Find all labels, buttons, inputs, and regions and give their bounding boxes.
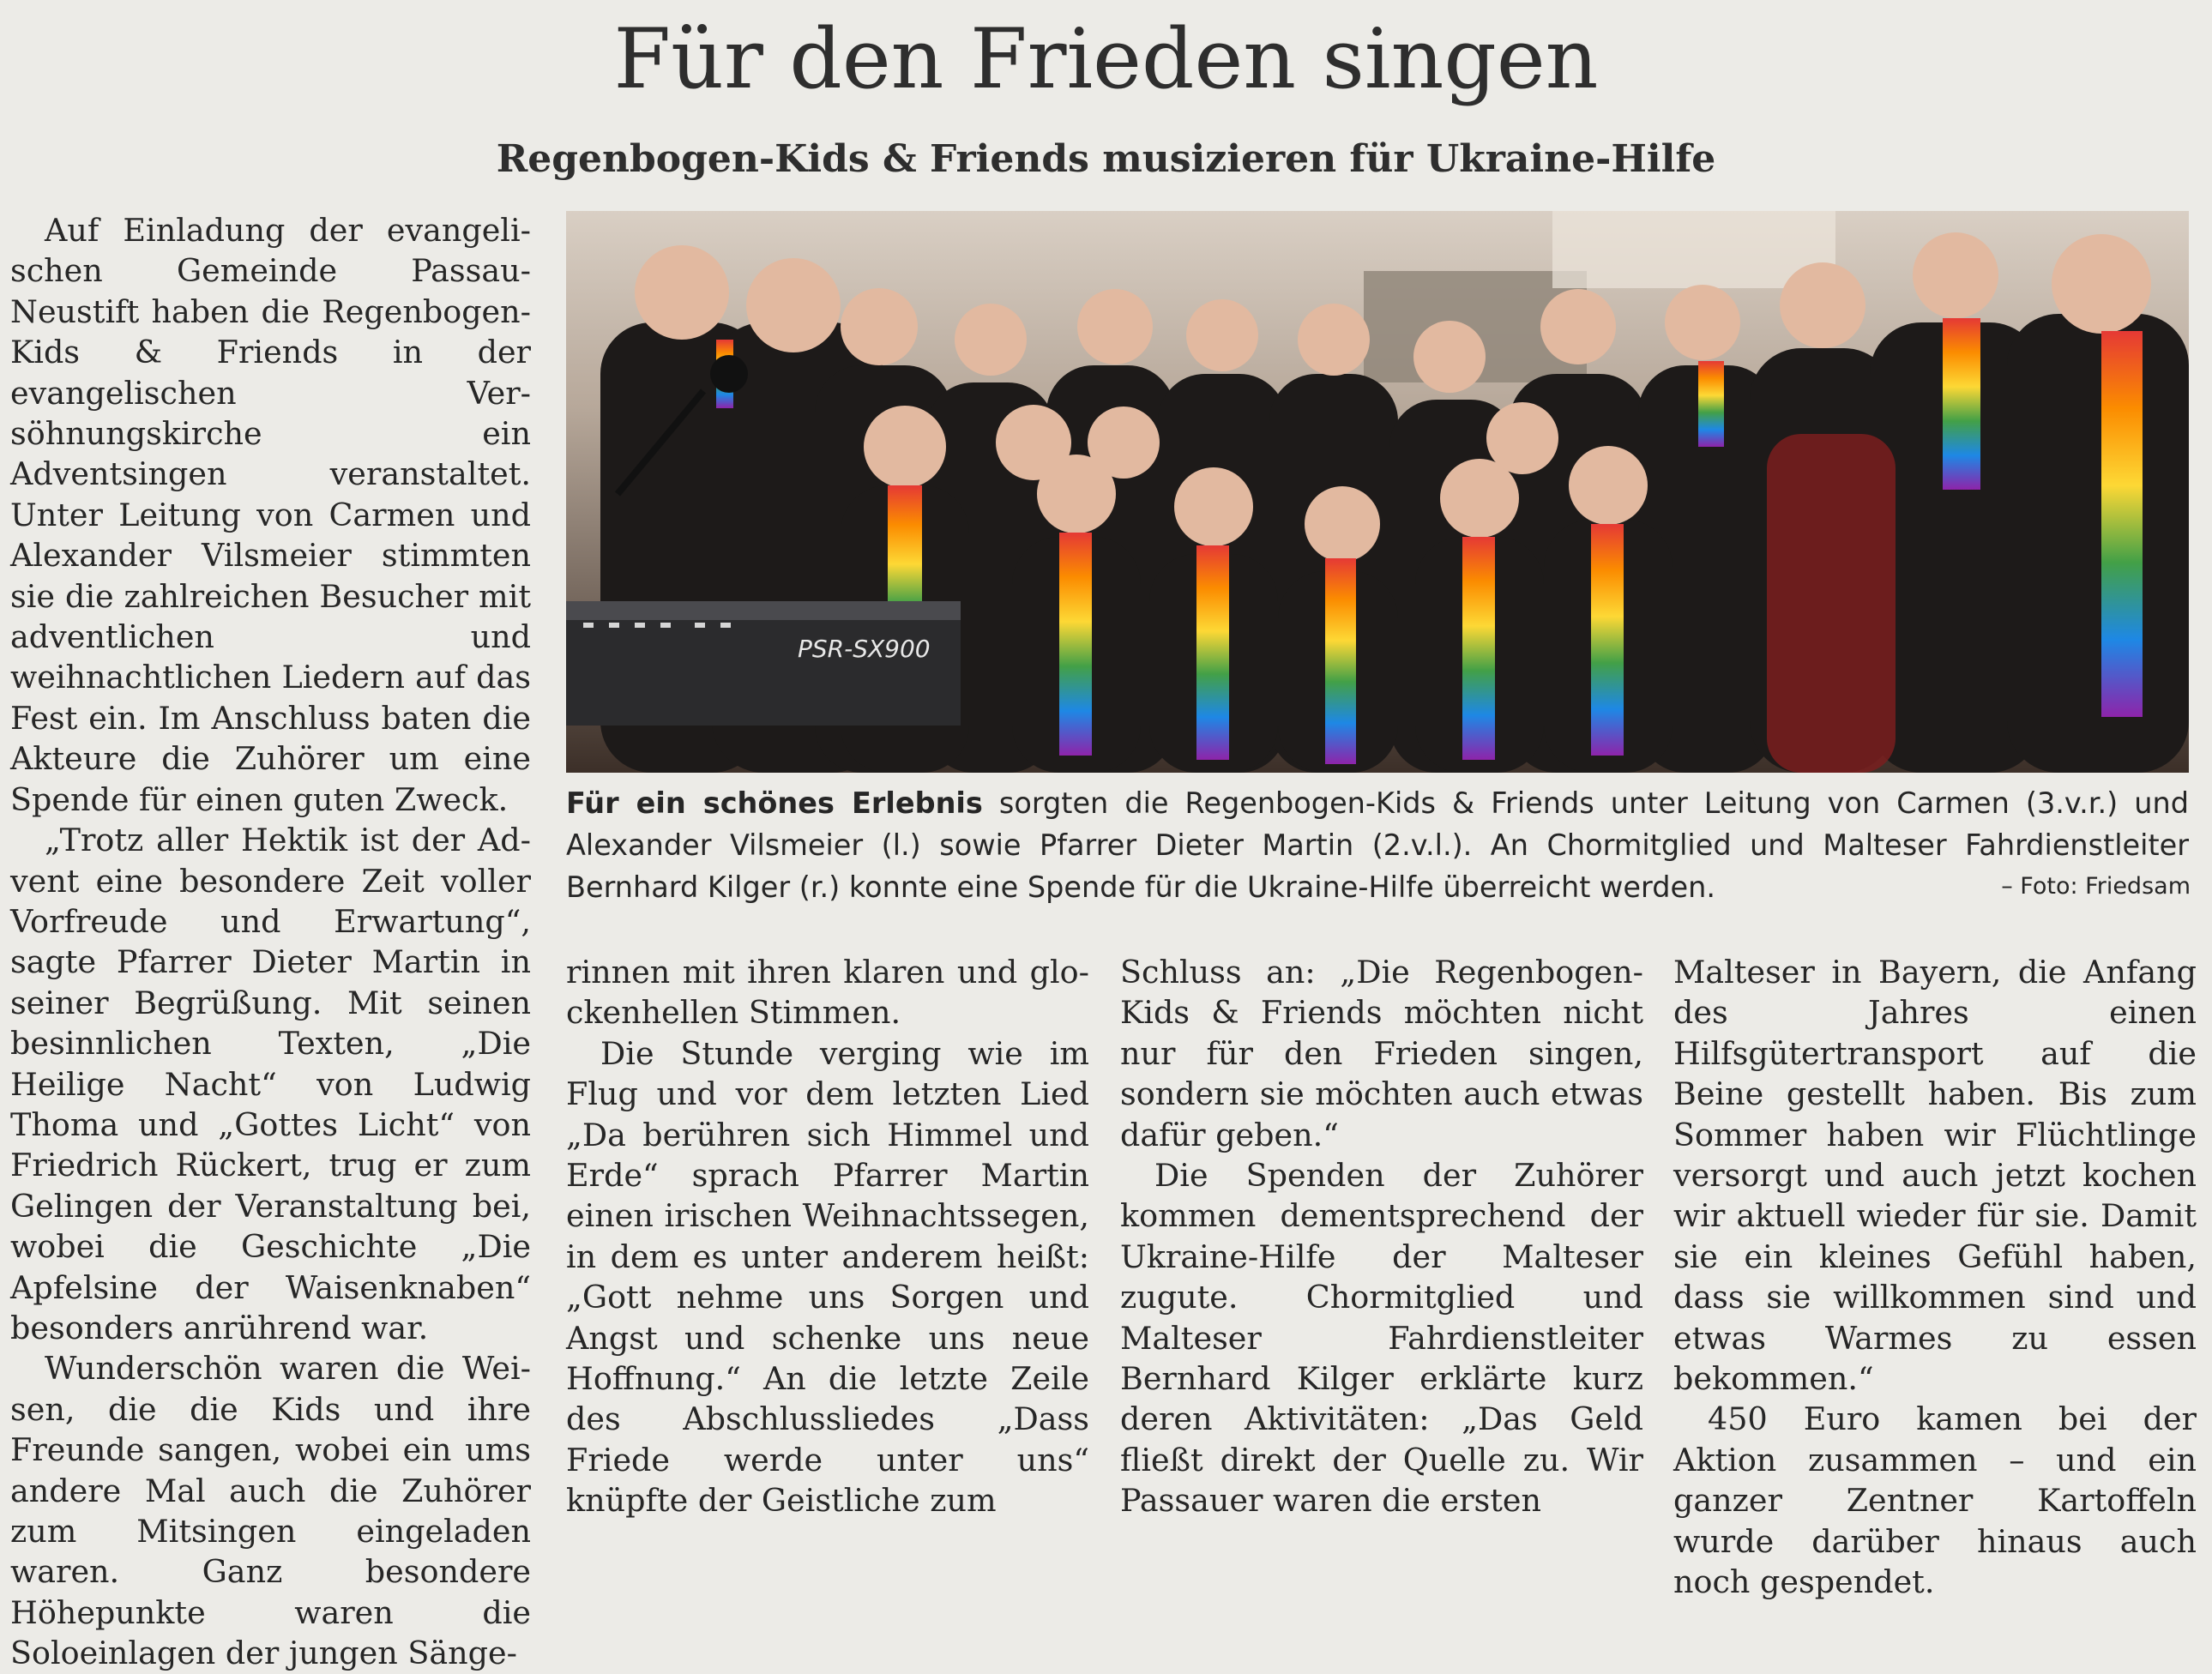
article-column-3 [1120,952,1643,1521]
article-subheadline: Regenbogen-Kids & Friends musizieren für Ukraine-Hilfe [496,137,1716,181]
paragraph: „Trotz aller Hektik ist der Advent eine besondere Zeit voller Vorfreude und Erwartung“, sagte Pfarrer Dieter Martin in seiner Begrüßung. Mit seinen besinnlichen Texten, „Die Heilige Nacht“ von Ludwig Thoma und „Gottes Licht“ von Friedrich Rückert, trug er zum Gelingen der Veranstaltung bei, wobei die Geschichte „Die Apfelsine der Waisenknaben“ besonders anrührend war. [10,822,531,1346]
photo-credit: – Foto: Friedsam [2001,873,2191,900]
paragraph: rinnen mit ihren klaren und glockenhellen Stimmen. [566,954,1089,1032]
paragraph: Malteser in Bayern, die Anfang des Jahres einen Hilfsgütertransport auf die Beine gestellt haben. Bis zum Sommer haben wir Flüchtlinge versorgt und auch jetzt kochen wir aktuell wieder für sie. Damit sie ein kleines Gefühl haben, dass sie willkommen sind und etwas Warmes zu essen bekommen.“ [1673,954,2197,1398]
caption-lead: Für ein schönes Erlebnis [566,786,983,820]
article-column-1 [10,210,531,1674]
paragraph: Auf Einladung der evangelischen Gemeinde Passau-Neustift haben die Regenbogen-Kids & Friends in der evangelischen Versöhnungskirche ein Adventsingen veranstaltet. Unter Leitung von Carmen und Alexander Vilsmeier stimmten sie die zahlreichen Besucher mit adventlichen und weihnachtlichen Liedern auf das Fest ein. Im Anschluss baten die Akteure die Zuhörer um eine Spende für einen guten Zweck. [10,212,531,818]
bleed-through-left [9,0,335,197]
paragraph: Die Spenden der Zuhörer kommen dementsprechend der Ukraine-Hilfe der Malteser zugute. Chormitglied und Malteser Fahrdienstleiter Bernhard Kilger erklärte kurz deren Aktivitäten: „Das Geld fließt direkt der Quelle zu. Wir Passauer waren die ersten [1120,1157,1643,1520]
article-photo [566,211,2189,773]
photo-caption [566,782,2189,908]
paragraph: Schluss an: „Die Regenbogen-Kids & Friends möchten nicht nur für den Frieden singen, sondern sie möchten auch etwas dafür geben.“ [1120,954,1643,1153]
article-column-4 [1673,952,2197,1603]
paragraph: Die Stunde verging wie im Flug und vor dem letzten Lied „Da berühren sich Himmel und Erde“ sprach Pfarrer Martin einen irischen Weihnachtssegen, in dem es unter anderem heißt: „Gott nehme uns Sorgen und Angst und schenke uns neue Hoffnung.“ An die letzte Zeile des Abschlussliedes „Dass Friede werde unter uns“ knüpfte der Geistliche zum [566,1034,1089,1520]
caption-text: sorgten die Regenbogen-Kids & Friends unter Leitung von Carmen (3.v.r.) und Alexander Vilsmeier (l.) sowie Pfarrer Dieter Martin (2.v.l.). An Chormitglied und Malteser Fahrdienstleiter Bernhard Kilger (r.) konnte eine Spende für die Ukraine-Hilfe überreicht werden. [566,786,2189,904]
article-headline: Für den Frieden singen [613,11,1599,107]
keyboard-label: PSR-SX900 [798,635,931,663]
article-column-2 [566,952,1089,1521]
paragraph: 450 Euro kamen bei der Aktion zusammen – und ein ganzer Zentner Kartoffeln wurde darüber hinaus auch noch gespendet. [1673,1400,2197,1601]
paragraph: Wunderschön waren die Weisen, die die Kids und ihre Freunde sangen, wobei ein ums andere Mal auch die Zuhörer zum Mitsingen eingeladen waren. Ganz besondere Höhepunkte waren die Soloeinlagen der jungen Sänge- [10,1350,531,1672]
